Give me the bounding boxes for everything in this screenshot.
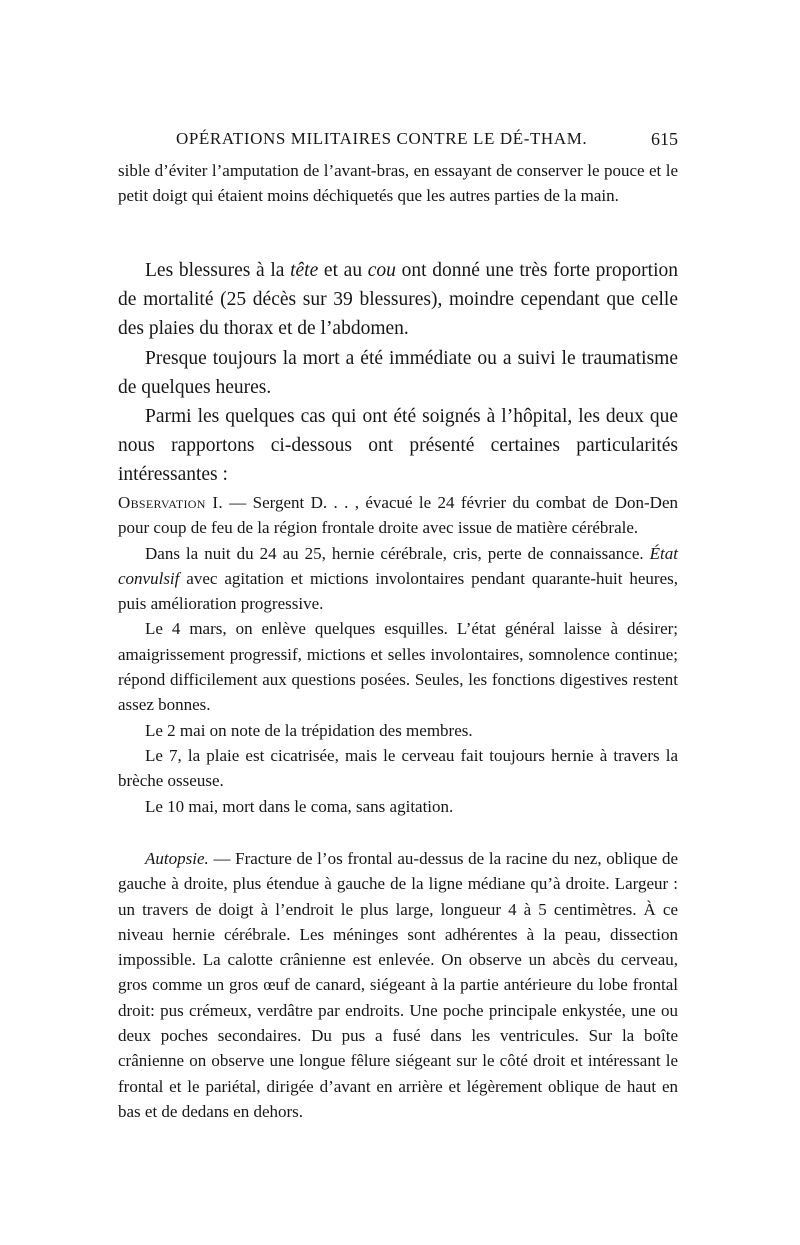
observation-paragraph-2 xyxy=(118,541,678,617)
p1-pre: Les blessures à la xyxy=(145,260,291,281)
p1-post: ont donné une très forte proportion de mortalité (25 décès sur 39 blessures), moindre cependant que celle des plaies du thorax et de l’abdomen. xyxy=(118,260,679,340)
autopsy-label: Autopsie. xyxy=(145,849,209,868)
word-neck: cou xyxy=(367,260,396,281)
cases-intro-paragraph: Parmi les quelques cas qui ont été soignés à l’hôpital, les deux que nous rapportons ci-dessous ont présenté certaines particularités intéressantes : xyxy=(118,406,678,486)
observation-paragraph-5: Le 7, la plaie est cicatrisée, mais le cerveau fait toujours hernie à travers la brèche osseuse. xyxy=(118,745,678,791)
page-number: 615 xyxy=(651,129,678,149)
running-header xyxy=(118,127,678,151)
head-neck-wounds-paragraph xyxy=(118,256,678,344)
autopsy-text: — Fracture de l’os frontal au-dessus de la racine du nez, oblique de gauche à droite, plus étendue à gauche de la ligne médiane qu’à droite. Largeur : un travers de doigt à l’endroit le plus large, longueur 4 à 5 centimètres. À ce niveau hernie cérébrale. Les méninges sont adhérentes à la peau, dissection impossible. La calotte crânienne est enlevée. On observe un abcès du cerveau, gros comme un gros œuf de canard, siégeant à la partie antérieure du lobe frontal droit: pus crémeux, verdâtre par endroits. Une poche principale enkystée, une ou deux poches secondaires. Du pus a fusé dans les ventricules. Sur la boîte crânienne on observe une longue fêlure siégeant sur le côté droit et intéressant le frontal et le pariétal, dirigée d’avant en arrière et légèrement oblique de haut en bas et de dedans en dehors. xyxy=(118,849,678,1121)
obs-p2-state: État convulsif xyxy=(118,543,678,588)
obs-p2-pre: Dans la nuit du 24 au 25, hernie cérébrale, cris, perte de connaissance. xyxy=(145,543,650,563)
observation-p1-text: — Sergent D. . . , évacué le 24 février du combat de Don-Den pour coup de feu de la région frontale droite avec issue de matière cérébrale. xyxy=(118,493,678,538)
immediate-death-paragraph: Presque toujours la mort a été immédiate ou a suivi le traumatisme de quelques heures. xyxy=(118,347,678,398)
p1-mid: et au xyxy=(318,260,368,281)
observation-block xyxy=(118,490,678,819)
observation-paragraph-4: Le 2 mai on note de la trépidation des membres. xyxy=(145,720,473,740)
observation-paragraph-1 xyxy=(118,490,678,541)
section-block xyxy=(118,256,678,490)
obs-p2-post: avec agitation et mictions involontaires pendant quarante-huit heures, puis amélioration progressive. xyxy=(118,568,678,614)
autopsy-block xyxy=(118,846,678,1124)
observation-paragraph-3: Le 4 mars, on enlève quelques esquilles. L’état général laisse à désirer; amaigrissement progressif, mictions et selles involontaires, somnolence continue; répond difficilement aux questions posées. Seules, les fonctions digestives restent assez bonnes. xyxy=(118,619,678,715)
autopsy-paragraph xyxy=(118,846,678,1124)
observation-label: Observation I. xyxy=(118,493,223,512)
running-title: OPÉRATIONS MILITAIRES CONTRE LE DÉ-THAM. xyxy=(176,129,588,148)
intro-block xyxy=(118,158,678,209)
intro-paragraph: sible d’éviter l’amputation de l’avant-bras, en essayant de conserver le pouce et le petit doigt qui étaient moins déchiquetés que les autres parties de la main. xyxy=(118,161,678,206)
observation-paragraph-6: Le 10 mai, mort dans le coma, sans agitation. xyxy=(145,796,454,816)
word-head: tête xyxy=(290,260,319,281)
